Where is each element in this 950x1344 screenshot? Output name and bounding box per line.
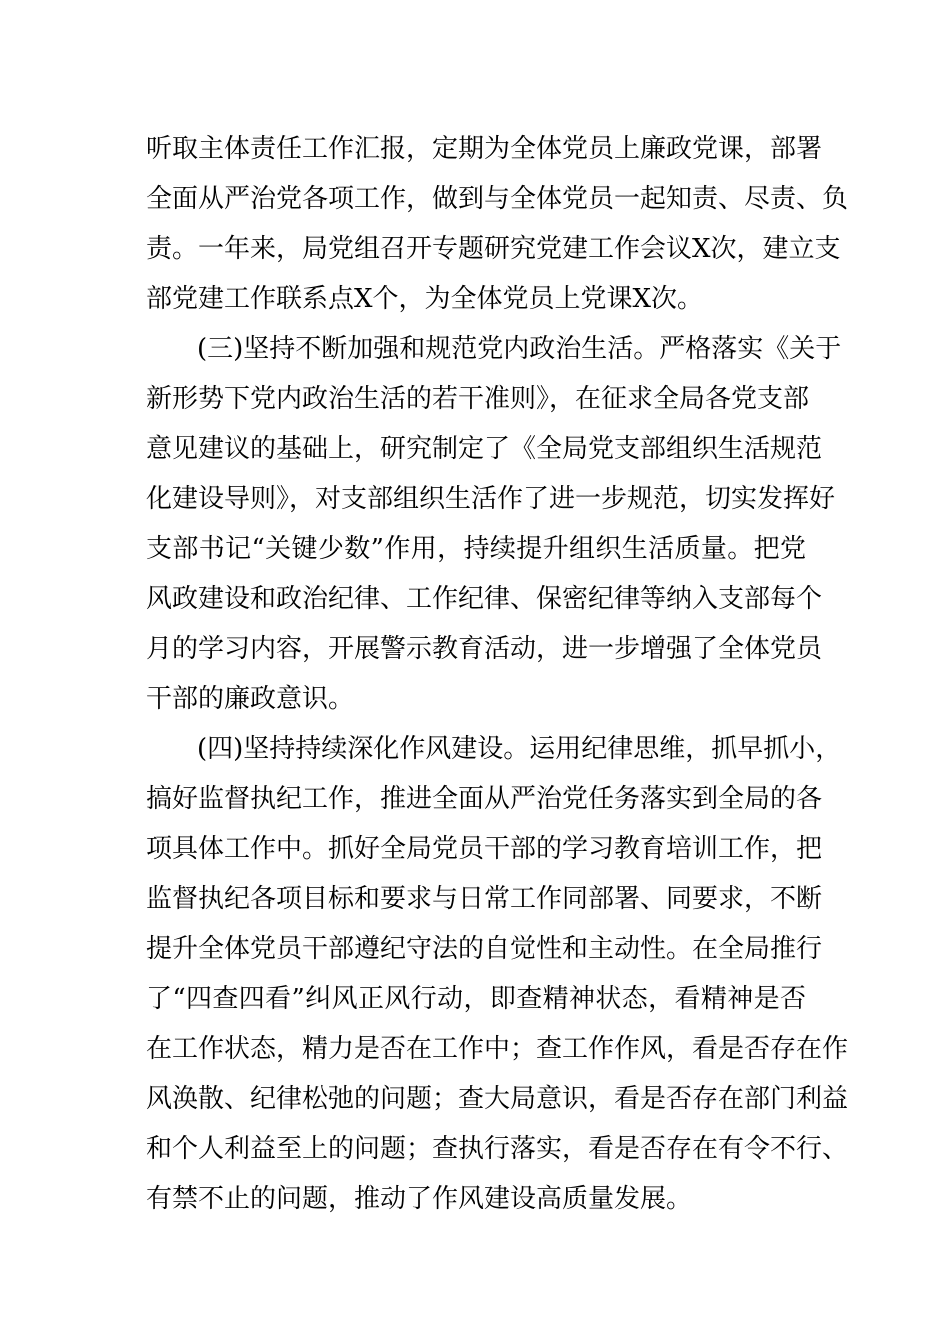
text-line: 听取主体责任工作汇报，定期为全体党员上廉政党课，部署 <box>146 134 823 164</box>
text-line: 风涣散、纪律松弛的问题；查大局意识，看是否存在部门利益 <box>146 1084 849 1114</box>
text-line: 月的学习内容，开展警示教育活动，进一步增强了全体党员 <box>146 634 823 664</box>
text-line: 风政建设和政治纪律、工作纪律、保密纪律等纳入支部每个 <box>146 584 823 614</box>
text-line: 意见建议的基础上，研究制定了《全局党支部组织生活规范 <box>146 434 823 464</box>
text-line: 提升全体党员干部遵纪守法的自觉性和主动性。在全局推行 <box>146 934 823 964</box>
text-line: 责。一年来，局党组召开专题研究党建工作会议X次，建立支 <box>146 234 841 264</box>
text-line: 全面从严治党各项工作，做到与全体党员一起知责、尽责、负 <box>146 184 849 214</box>
text-line: 了“四查四看”纠风正风行动，即查精神状态，看精神是否 <box>146 984 806 1014</box>
text-line: 化建设导则》，对支部组织生活作了进一步规范，切实发挥好 <box>146 484 836 514</box>
text-line: 项具体工作中。抓好全局党员干部的学习教育培训工作，把 <box>146 834 823 864</box>
section-heading-line: (三)坚持不断加强和规范党内政治生活。严格落实《关于 <box>197 334 842 364</box>
section-heading-line: (四)坚持持续深化作风建设。运用纪律思维，抓早抓小， <box>197 734 842 764</box>
text-line: 有禁不止的问题，推动了作风建设高质量发展。 <box>146 1184 693 1214</box>
text-line: 在工作状态，精力是否在工作中；查工作作风，看是否存在作 <box>146 1034 849 1064</box>
text-line: 新形势下党内政治生活的若干准则》，在征求全局各党支部 <box>146 384 810 414</box>
text-line: 干部的廉政意识。 <box>146 684 355 714</box>
text-line: 监督执纪各项目标和要求与日常工作同部署、同要求，不断 <box>146 884 823 914</box>
text-line: 搞好监督执纪工作，推进全面从严治党任务落实到全局的各 <box>146 784 823 814</box>
text-line: 部党建工作联系点X个，为全体党员上党课X次。 <box>146 284 704 314</box>
text-line: 和个人利益至上的问题；查执行落实，看是否存在有令不行、 <box>146 1134 849 1164</box>
text-line: 支部书记“关键少数”作用，持续提升组织生活质量。把党 <box>146 534 806 564</box>
